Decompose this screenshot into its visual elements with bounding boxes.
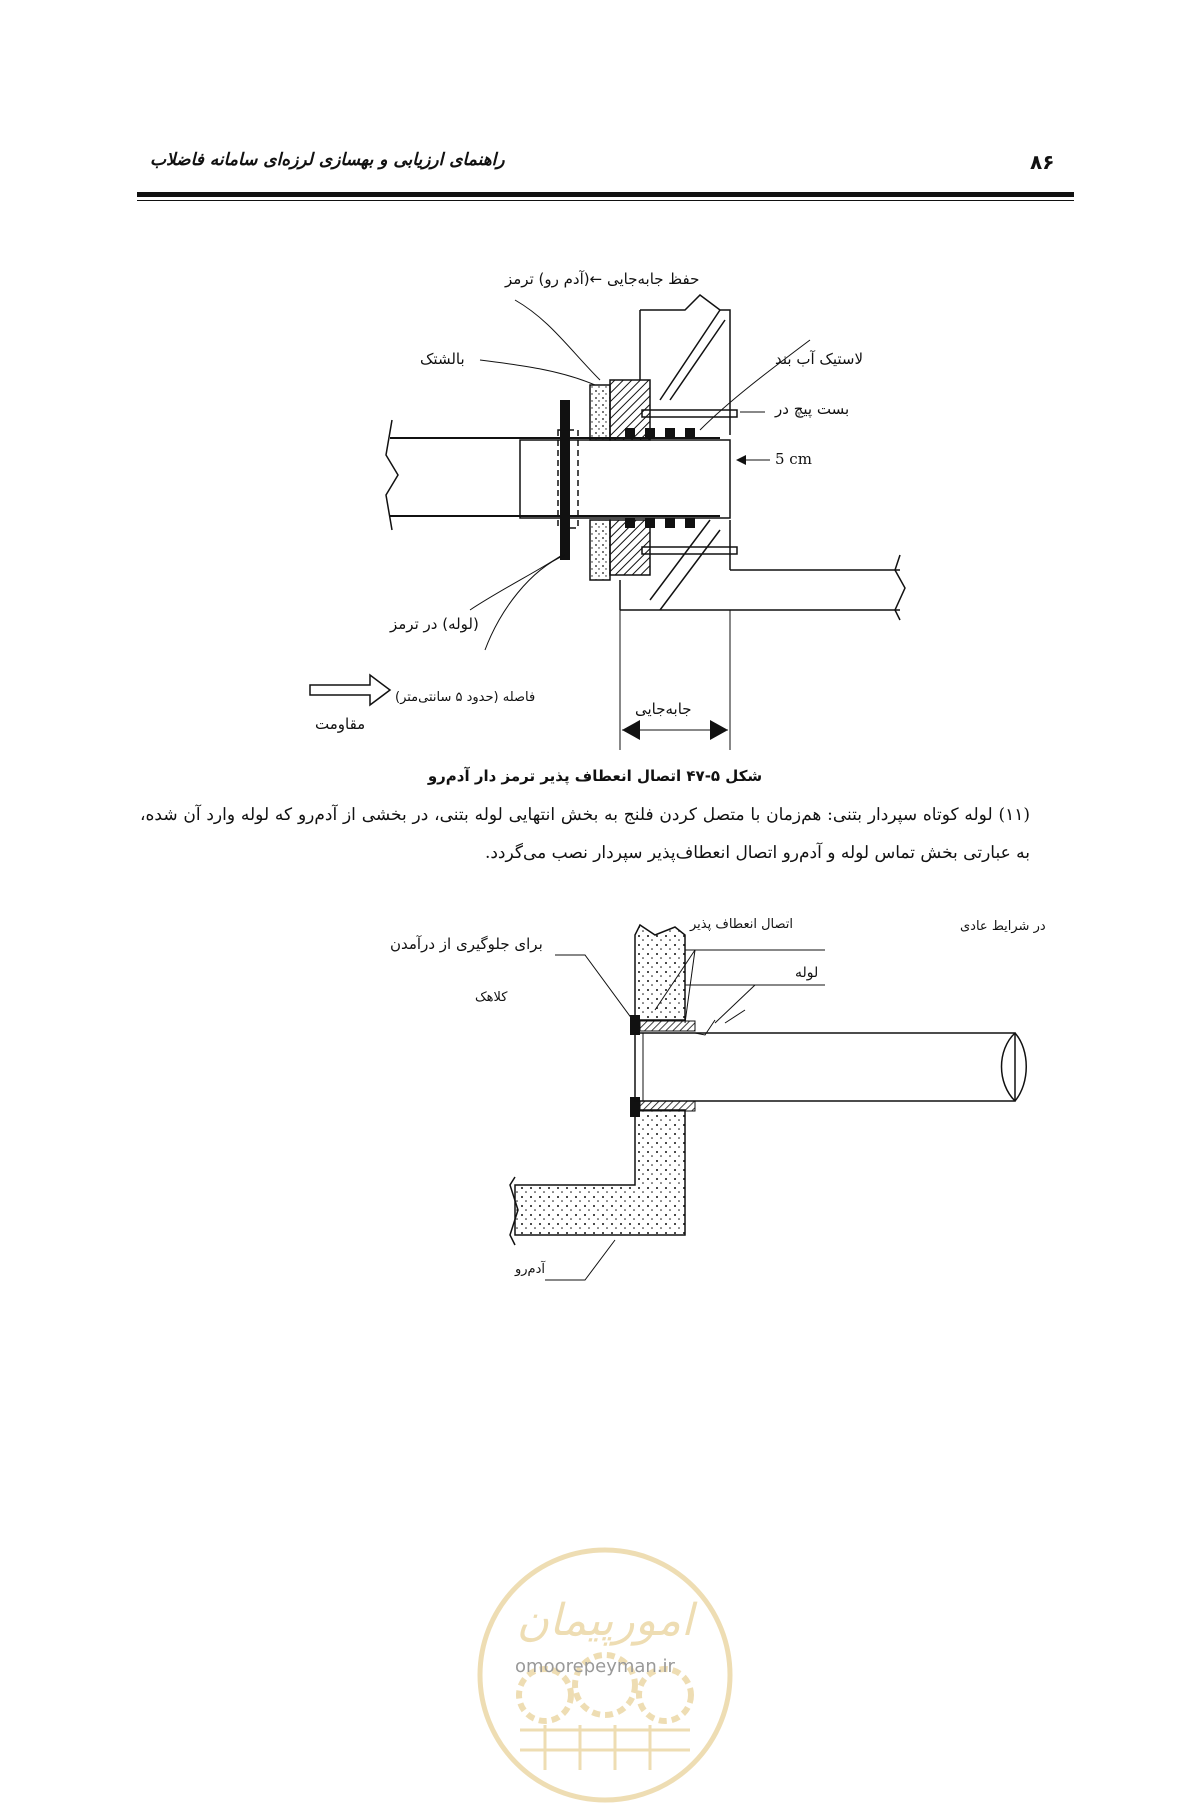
fig1-label-resistance: مقاومت [315, 715, 366, 733]
fig2-label-flex-joint: اتصال انعطاف پذیر [690, 917, 794, 932]
fig1-label-rubber: لاستیک آب بند [775, 350, 864, 368]
fig1-label-bolt: بست پیچ در [775, 400, 850, 418]
fig1-label-displacement: جابه‌جایی [635, 700, 692, 718]
fig1-label-top: حفظ جابه‌جایی ←(آدم رو) ترمز [505, 270, 700, 288]
fig2-label-pipe: لوله [795, 965, 819, 981]
figure-sleeve-joint [385, 915, 1045, 1295]
svg-text:امورپیمان: امورپیمان [516, 1595, 694, 1646]
sleeve-joint-drawing [385, 915, 1045, 1295]
fig1-label-5cm: 5 cm [775, 450, 812, 468]
header-rule-thick [137, 192, 1074, 197]
watermark-site: omoorepeyman.ir [515, 1656, 675, 1677]
fig2-label-manhole: آدم‌رو [515, 1262, 546, 1277]
page-number: ۸۶ [1030, 150, 1055, 174]
fig2-label-cap: کلاهک [475, 990, 508, 1005]
figure-braked-joint [300, 270, 930, 760]
running-header-title: راهنمای ارزیابی و بهسازی لرزه‌ای سامانه فاضلاب [150, 150, 505, 170]
figure1-caption: شکل ۵-۴۷ اتصال انعطاف پذیر ترمز دار آدم‌رو [427, 767, 763, 785]
header-rule-thin [137, 200, 1074, 201]
fig2-label-prevent: برای جلوگیری از درآمدن [390, 935, 543, 953]
fig2-label-normal: در شرایط عادی [960, 919, 1046, 934]
fig1-label-gap: فاصله (حدود ۵ سانتی‌متر) [395, 690, 536, 705]
braked-joint-drawing [300, 270, 930, 760]
fig1-label-pipe-brake: (لوله) در ترمز [390, 615, 479, 633]
body-paragraph: (۱۱) لوله کوتاه سپردار بتنی: هم‌زمان با متصل کردن فلنج به بخش انتهایی لوله بتنی، در بخشی از آدم‌رو که لوله وارد آن شده، به عبارتی بخش تماس لوله و آدم‌رو اتصال انعطاف‌پذیر سپردار نصب می‌گردد. [140, 805, 1030, 863]
fig1-label-ballast: بالشتک [420, 350, 465, 368]
